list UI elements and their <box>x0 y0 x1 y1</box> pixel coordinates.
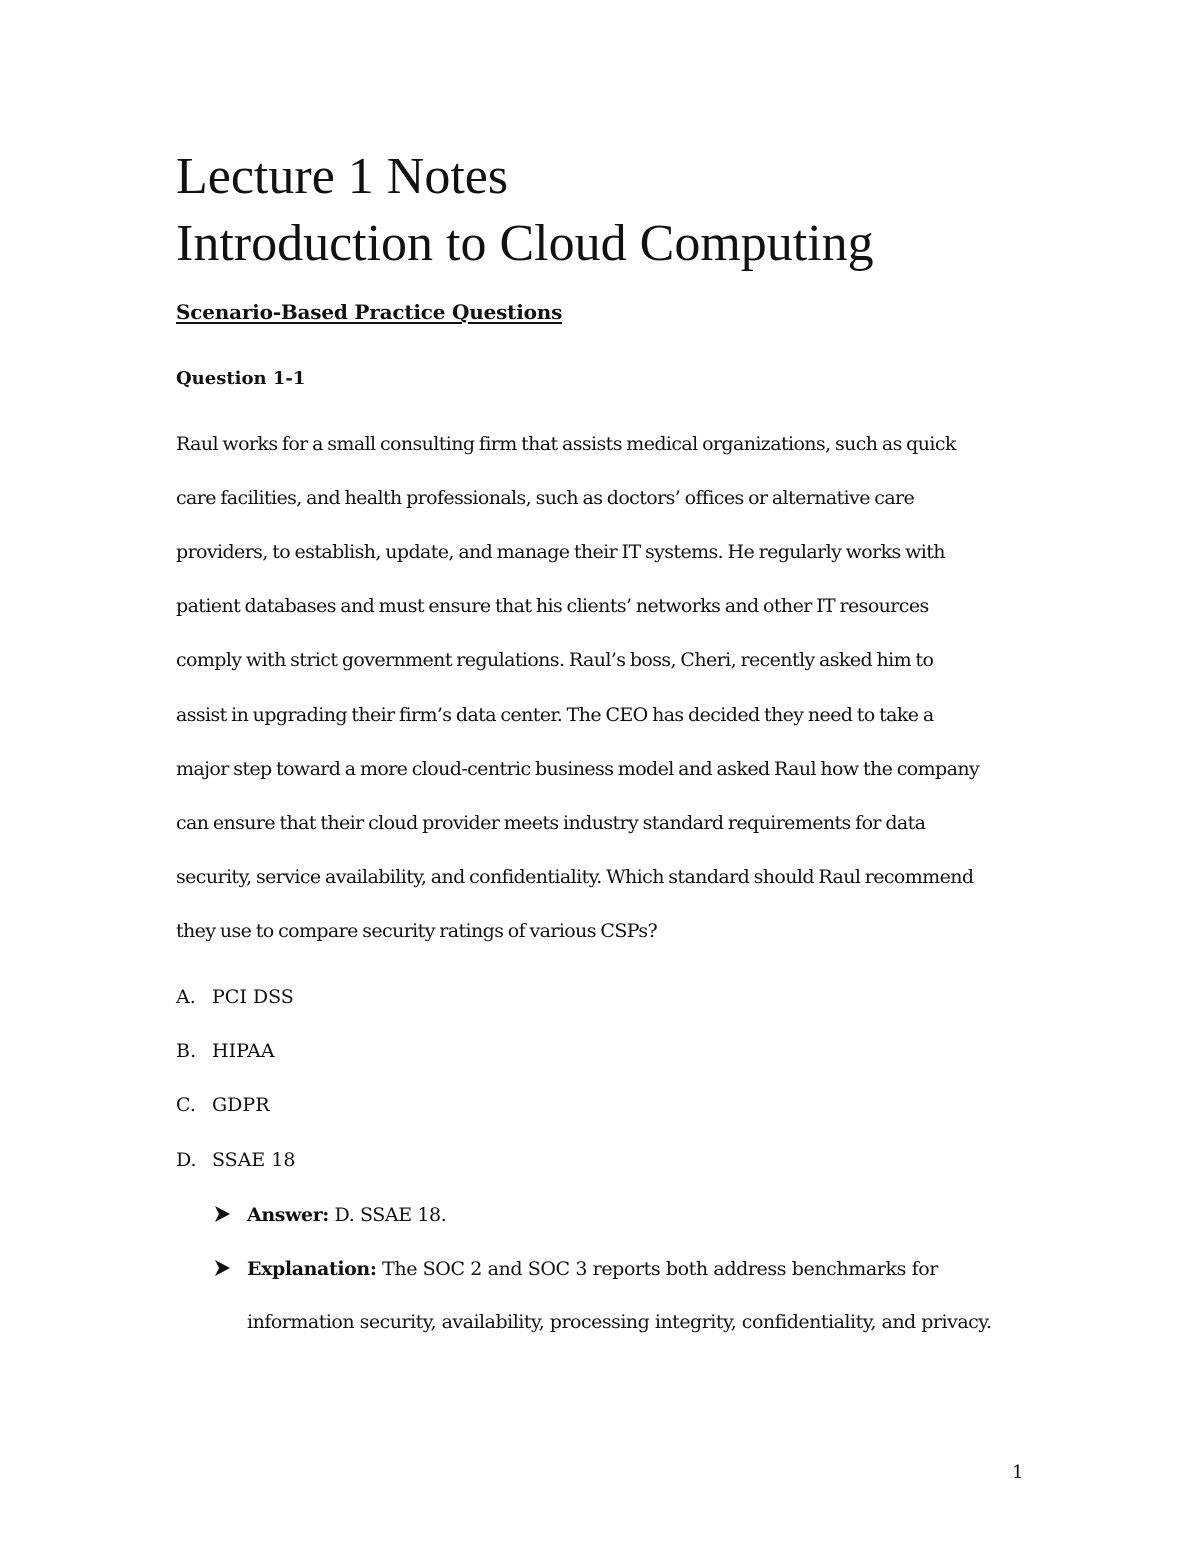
answer-text: D. SSAE 18. <box>328 1204 447 1226</box>
option-d <box>176 1151 296 1170</box>
option-letter: A. <box>176 986 196 1008</box>
arrow-bullet-icon <box>213 1205 247 1225</box>
answer-bullet <box>213 1205 446 1225</box>
page-number: 1 <box>1012 1462 1024 1483</box>
scenario-line: providers, to establish, update, and manage their IT systems. He regularly works with <box>176 541 945 563</box>
arrow-bullet-icon <box>213 1259 247 1279</box>
scenario-line: assist in upgrading their firm’s data center. The CEO has decided they need to take a <box>176 704 934 726</box>
scenario-line: Raul works for a small consulting firm that assists medical organizations, such as quick <box>176 433 956 455</box>
lecture-subtitle: Introduction to Cloud Computing <box>176 215 874 272</box>
explanation-text: The SOC 2 and SOC 3 reports both address benchmarks for <box>376 1258 938 1280</box>
option-c <box>176 1096 270 1115</box>
option-text: PCI DSS <box>212 986 294 1008</box>
option-text: SSAE 18 <box>212 1149 296 1171</box>
option-letter: B. <box>176 1040 197 1062</box>
explanation-continued: information security, availability, processing integrity, confidentiality, and privacy. <box>247 1311 992 1333</box>
question-label: Question 1-1 <box>176 368 306 389</box>
scenario-line: comply with strict government regulations. Raul’s boss, Cheri, recently asked him to <box>176 649 934 671</box>
scenario-line: major step toward a more cloud-centric business model and asked Raul how the company <box>176 758 980 780</box>
scenario-line: security, service availability, and confidentiality. Which standard should Raul recommend <box>176 866 974 888</box>
option-a <box>176 988 294 1007</box>
scenario-line: can ensure that their cloud provider meets industry standard requirements for data <box>176 812 926 834</box>
scenario-line: care facilities, and health professionals, such as doctors’ offices or alternative care <box>176 487 915 509</box>
option-letter: C. <box>176 1094 196 1116</box>
option-text: HIPAA <box>212 1040 275 1062</box>
lecture-title: Lecture 1 Notes <box>176 148 509 205</box>
option-b <box>176 1042 275 1061</box>
answer-label: Answer: <box>247 1204 329 1226</box>
option-letter: D. <box>176 1149 197 1171</box>
scenario-line: patient databases and must ensure that his clients’ networks and other IT resources <box>176 595 929 617</box>
explanation-label: Explanation: <box>247 1258 377 1280</box>
option-text: GDPR <box>212 1094 270 1116</box>
scenario-line: they use to compare security ratings of various CSPs? <box>176 920 658 942</box>
explanation-bullet <box>213 1259 938 1279</box>
section-heading: Scenario-Based Practice Questions <box>176 300 563 324</box>
